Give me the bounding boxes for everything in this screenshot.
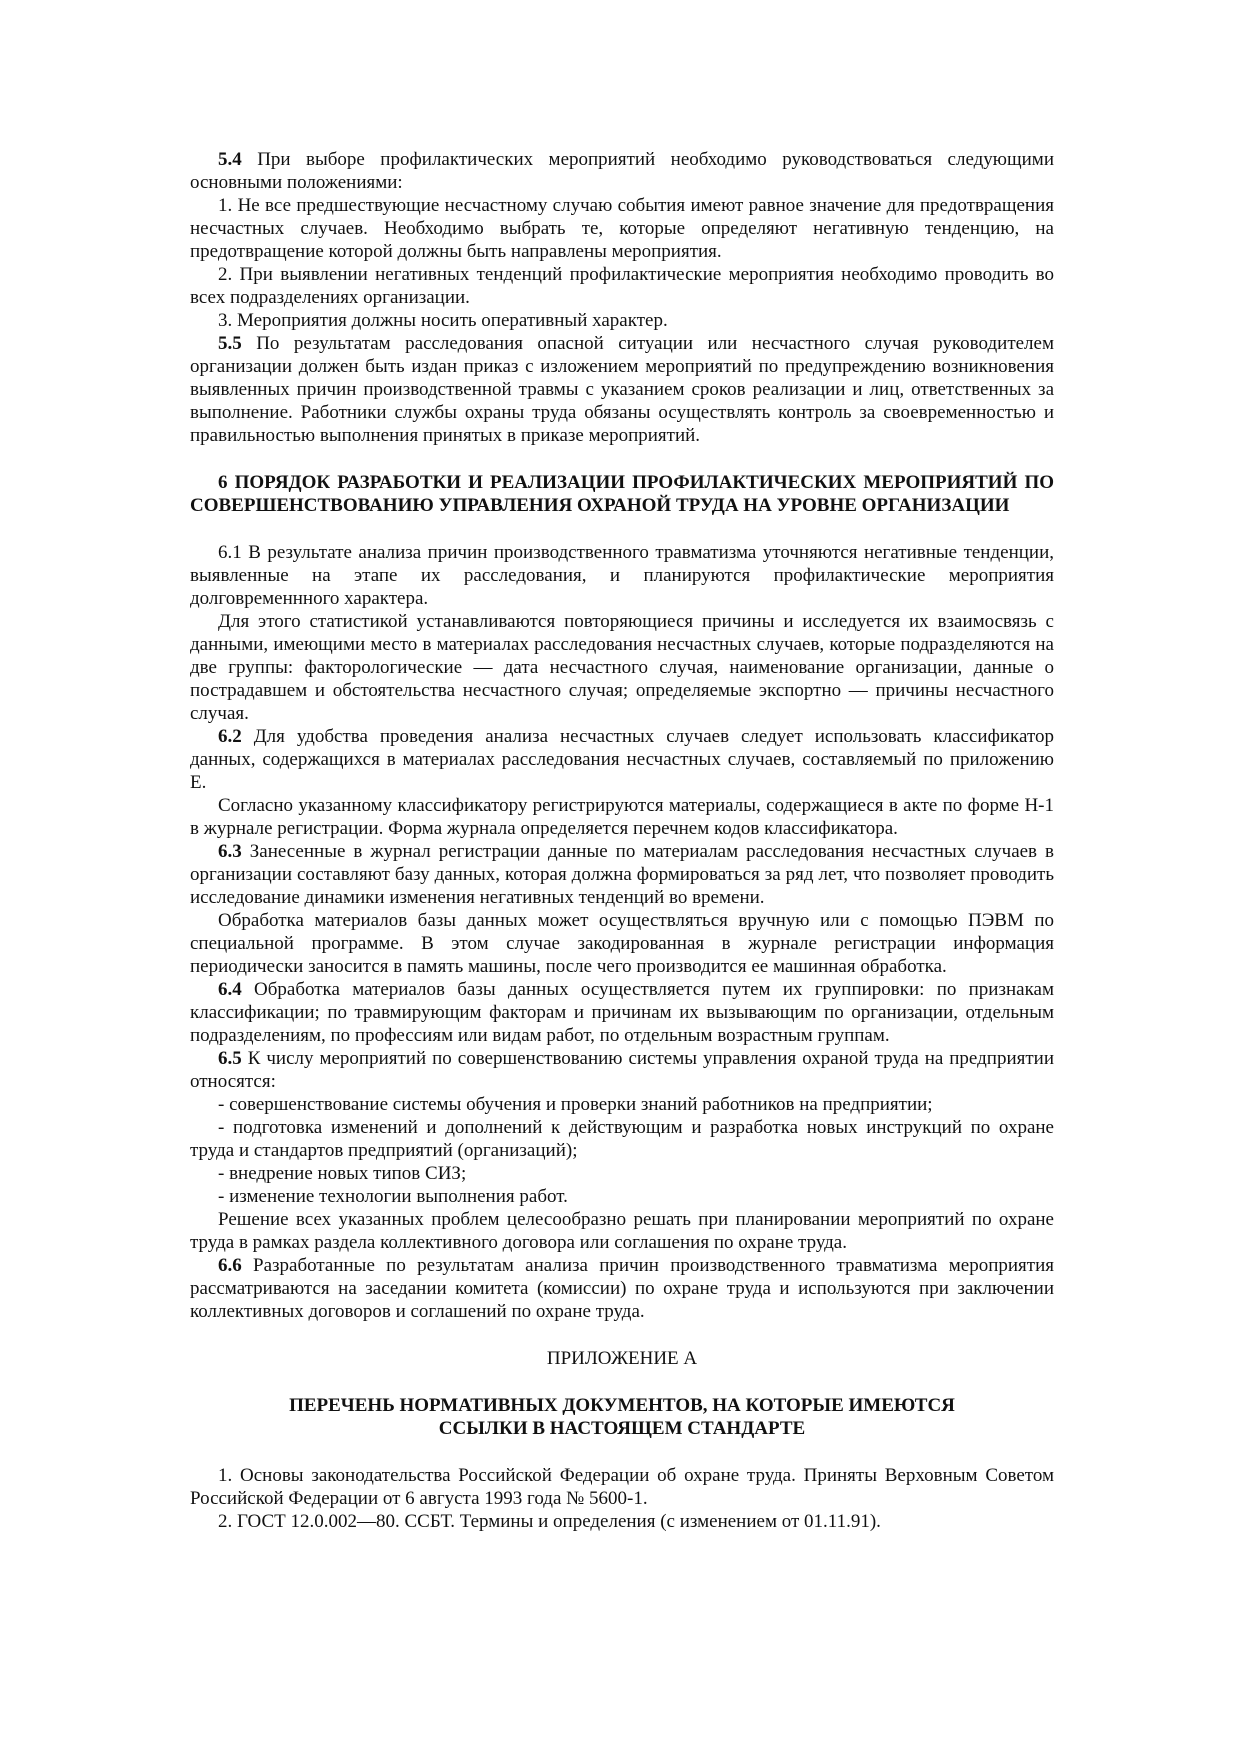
paragraph-6-2: 6.2 Для удобства проведения анализа несчастных случаев следует использовать классификатор данных, содержащихся в материалах расследования несчастных случаев, составляемый по приложению Е. [190, 726, 1054, 793]
paragraph-6-2-continued: Согласно указанному классификатору регистрируются материалы, содержащиеся в акте по форме Н-1 в журнале регистрации. Форма журнала определяется перечнем кодов классификатора. [190, 795, 1054, 839]
list-item-1: 1. Не все предшествующие несчастному случаю события имеют равное значение для предотвращения несчастных случаев. Необходимо выбрать те, которые определяют негативную тенденцию, на предотвращение которой должны быть направлены мероприятия. [190, 195, 1054, 262]
list-item-3: 3. Мероприятия должны носить оперативный характер. [218, 310, 668, 331]
appendix-heading-line-2: ССЫЛКИ В НАСТОЯЩЕМ СТАНДАРТЕ [438, 1418, 806, 1439]
paragraph-5-5: 5.5 По результатам расследования опасной ситуации или несчастного случая руководителем организации должен быть издан приказ с изложением мероприятий по предупреждению возникновения выявленных причин производственной травмы с указанием сроков реализации и лиц, ответственных за выполнение. Работники службы охраны труда обязаны осуществлять контроль за своевременностью и правильностью выполнения принятых в приказе мероприятий. [190, 333, 1054, 446]
appendix-heading-line-1: ПЕРЕЧЕНЬ НОРМАТИВНЫХ ДОКУМЕНТОВ, НА КОТОРЫЕ ИМЕЮТСЯ [289, 1395, 955, 1416]
paragraph-5-4: 5.4 При выборе профилактических мероприятий необходимо руководствоваться следующими основными положениями: [190, 149, 1054, 193]
clause-number: 6.6 [218, 1255, 242, 1276]
paragraph-6-3-continued: Обработка материалов базы данных может осуществляться вручную или с помощью ПЭВМ по специальной программе. В этом случае закодированная в журнале регистрации информация периодически заносится в память машины, после чего производится ее машинная обработка. [190, 910, 1054, 977]
bullet-item-3: - внедрение новых типов СИЗ; [218, 1163, 467, 1184]
reference-1: 1. Основы законодательства Российской Федерации об охране труда. Приняты Верховным Советом Российской Федерации от 6 августа 1993 года № 5600-1. [190, 1465, 1054, 1509]
paragraph-6-6: 6.6 Разработанные по результатам анализа причин производственного травматизма мероприятия рассматриваются на заседании комитета (комиссии) по охране труда и используются при заключении коллективных договоров и соглашений по охране труда. [190, 1255, 1054, 1322]
clause-number: 6.4 [218, 979, 242, 1000]
section-6-heading: 6 ПОРЯДОК РАЗРАБОТКИ И РЕАЛИЗАЦИИ ПРОФИЛАКТИЧЕСКИХ МЕРОПРИЯТИЙ ПО СОВЕРШЕНСТВОВАНИЮ УПРАВЛЕНИЯ ОХРАНОЙ ТРУДА НА УРОВНЕ ОРГАНИЗАЦИИ [190, 472, 1054, 516]
paragraph-6-4: 6.4 Обработка материалов базы данных осуществляется путем их группировки: по признакам классификации; по травмирующим факторам и причинам их вызывающим по организации, отдельным подразделениям, по профессиям или видам работ, по отдельным возрастным группам. [190, 979, 1054, 1046]
paragraph-6-5: 6.5 К числу мероприятий по совершенствованию системы управления охраной труда на предприятии относятся: [190, 1048, 1054, 1092]
reference-2: 2. ГОСТ 12.0.002—80. ССБТ. Термины и определения (с изменением от 01.11.91). [218, 1511, 881, 1532]
appendix-title: ПРИЛОЖЕНИЕ А [546, 1348, 698, 1369]
paragraph-6-1-continued: Для этого статистикой устанавливаются повторяющиеся причины и исследуется их взаимосвязь с данными, имеющими место в материалах расследования несчастных случаев, которые подразделяются на две группы: факторологические — дата несчастного случая, наименование организации, данные о пострадавшем и обстоятельства несчастного случая; определяемые экспортно — причины несчастного случая. [190, 611, 1054, 724]
list-item-2: 2. При выявлении негативных тенденций профилактические мероприятия необходимо проводить во всех подразделениях организации. [190, 264, 1054, 308]
paragraph-6-1: 6.1 В результате анализа причин производственного травматизма уточняются негативные тенденции, выявленные на этапе их расследования, и планируются профилактические мероприятия долговременнного характера. [190, 542, 1054, 609]
bullet-item-1: - совершенствование системы обучения и проверки знаний работников на предприятии; [218, 1094, 933, 1115]
bullet-item-4: - изменение технологии выполнения работ. [218, 1186, 568, 1207]
bullet-item-2: - подготовка изменений и дополнений к действующим и разработка новых инструкций по охране труда и стандартов предприятий (организаций); [190, 1117, 1054, 1161]
clause-number: 6.5 [218, 1048, 242, 1069]
paragraph-6-3: 6.3 Занесенные в журнал регистрации данные по материалам расследования несчастных случаев в организации составляют базу данных, которая должна формироваться за ряд лет, что позволяет проводить исследование динамики изменения негативных тенденций во времени. [190, 841, 1054, 908]
clause-number: 6.2 [218, 726, 242, 747]
document-page [190, 148, 1054, 1533]
clause-number: 5.4 [218, 149, 242, 170]
clause-number: 5.5 [218, 333, 242, 354]
appendix-heading [190, 1394, 1054, 1440]
clause-number: 6.3 [218, 841, 242, 862]
paragraph-6-5-continued: Решение всех указанных проблем целесообразно решать при планировании мероприятий по охране труда в рамках раздела коллективного договора или соглашения по охране труда. [190, 1209, 1054, 1253]
